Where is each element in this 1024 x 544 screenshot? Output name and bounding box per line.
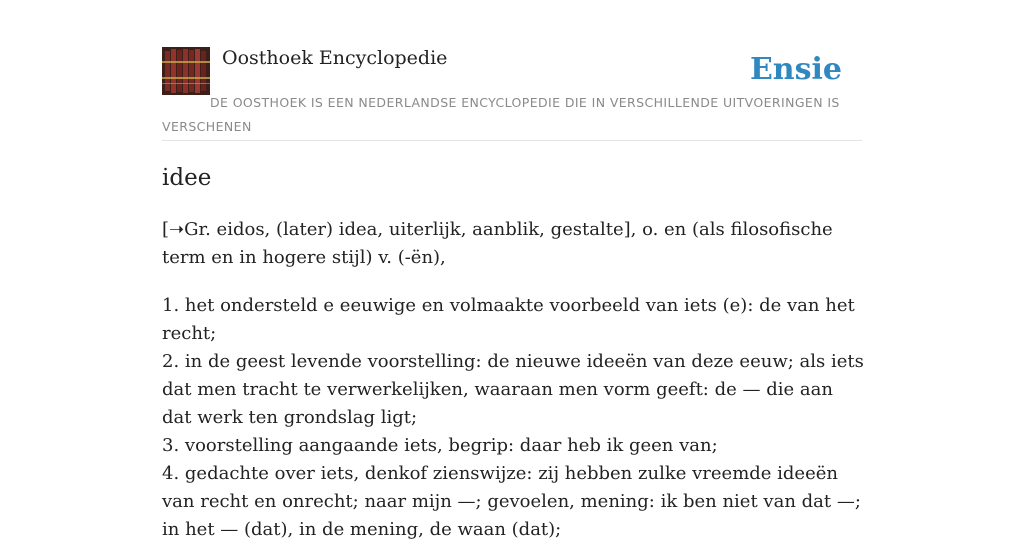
book-spines-icon xyxy=(162,47,210,95)
entry-etymology: [➝Gr. eidos, (later) idea, uiterlijk, aanblik, gestalte], o. en (als filosofische term en in hogere stijl) v. (-ën), xyxy=(162,219,833,268)
site-description: DE OOSTHOEK IS EEN NEDERLANDSE ENCYCLOPEDIE DIE IN VERSCHILLENDE UITVOERINGEN IS VERSCHENEN xyxy=(162,95,840,134)
definition-item: 2. in de geest levende voorstelling: de nieuwe ideeën van deze eeuw; als iets dat men tracht te verwerkelijken, waaraan men vorm geeft: de — die aan dat werk ten grondslag ligt; xyxy=(162,351,864,428)
entry-content xyxy=(162,160,867,544)
definition-item: 1. het ondersteld e eeuwige en volmaakte voorbeeld van iets (e): de van het recht; xyxy=(162,295,855,344)
avatar[interactable] xyxy=(162,47,210,95)
site-header xyxy=(162,46,862,141)
entry-title: idee xyxy=(162,165,212,191)
brand-logo-link[interactable]: Ensie xyxy=(749,52,842,87)
definition-list xyxy=(162,292,867,544)
site-name-link[interactable]: Oosthoek Encyclopedie xyxy=(222,47,448,69)
definition-item: 3. voorstelling aangaande iets, begrip: daar heb ik geen van; xyxy=(162,435,718,456)
definition-item: 4. gedachte over iets, denkof zienswijze: zij hebben zulke vreemde ideeën van recht en onrecht; naar mijn —; gevoelen, mening: ik ben niet van dat —; in het — (dat), in de mening, de waan (dat); xyxy=(162,463,861,540)
